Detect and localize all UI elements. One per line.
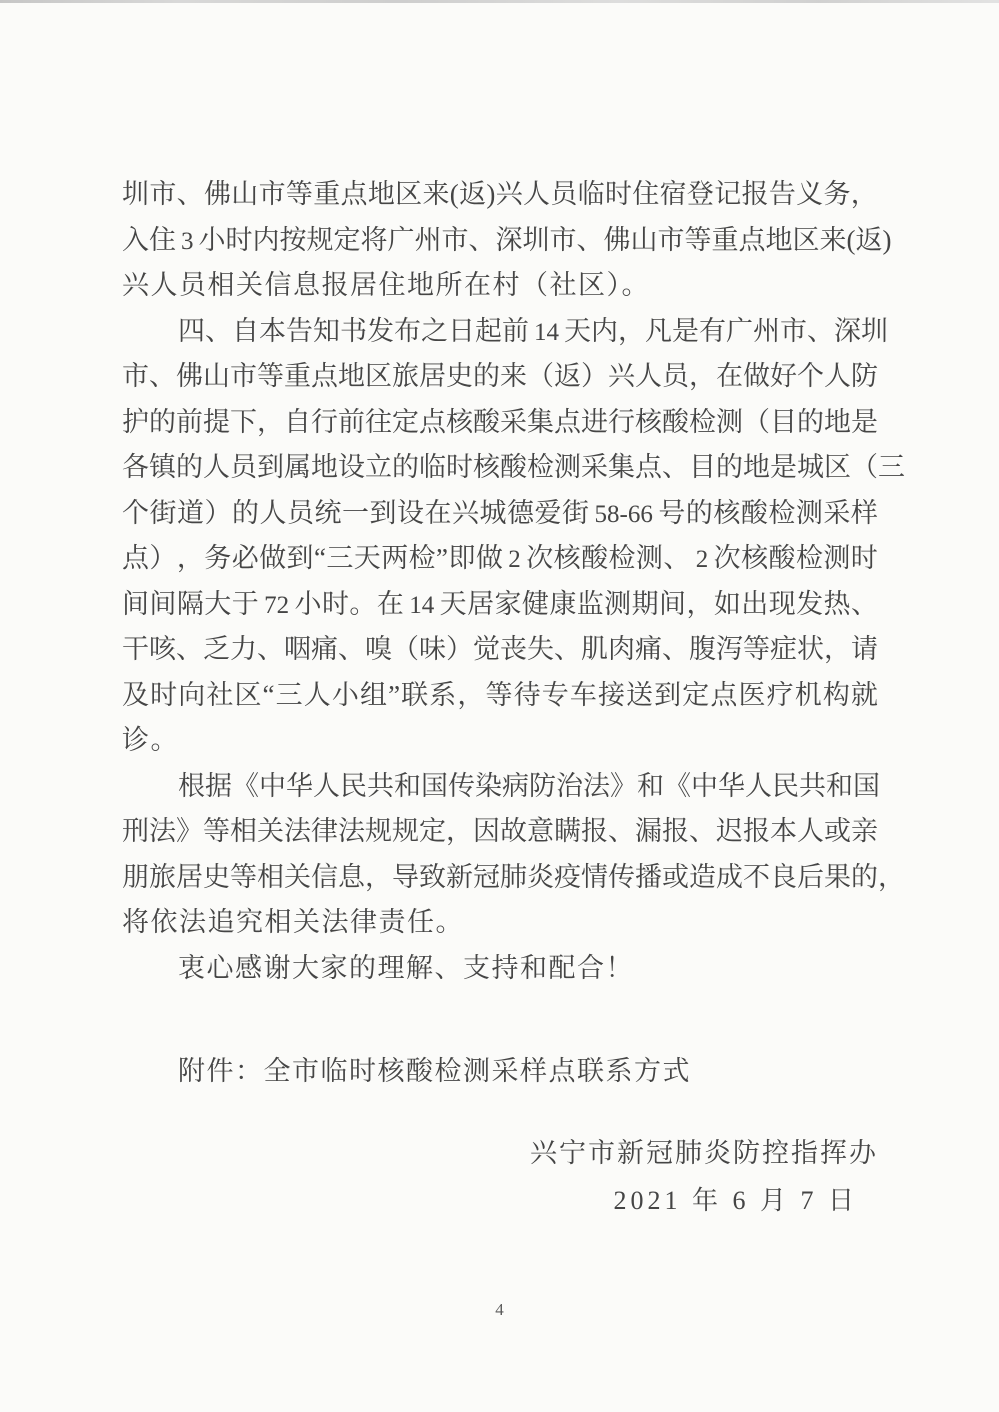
page-number: 4: [495, 1300, 504, 1319]
text-line: 圳 市 、 佛 山 市 等 重 点 地 区 来 ( 返 ) 兴 人 员 临 时 住 宿 登 记 报 告 义 务 ，: [122, 179, 878, 209]
text-line: 四 、 自 本 告 知 书 发 布 之 日 起 前 14 天 内 ， 凡 是 有 广 州 市 、 深 圳: [178, 315, 888, 346]
document-body: [122, 172, 905, 1225]
text-line: 各 镇 的 人 员 到 属 地 设 立 的 临 时 核 酸 检 测 采 集 点 、 目 的 地 是 城 区 （ 三: [122, 452, 905, 482]
text-line: 市 、 佛 山 市 等 重 点 地 区 旅 居 史 的 来 （ 返 ） 兴 人 员 ， 在 做 好 个 人 防: [122, 361, 878, 391]
text-line: 干 咳 、 乏 力 、 咽 痛 、 嗅 （ 味 ） 觉 丧 失 、 肌 肉 痛 、 腹 泻 等 症 状 ， 请: [122, 634, 878, 664]
text-line: 朋 旅 居 史 等 相 关 信 息 ， 导 致 新 冠 肺 炎 疫 情 传 播 或 造 成 不 良 后 果 的 ，: [122, 861, 905, 892]
text-line: 兴人员相关信息报居住地所在村（社区）。: [122, 270, 650, 300]
text-line: 个 街 道 ） 的 人 员 统 一 到 设 在 兴 城 德 爱 街 58-66 号 的 核 酸 检 测 采 样: [122, 497, 878, 528]
text-line: 诊。: [122, 725, 179, 755]
signature-org: 兴宁市新冠肺炎防控指挥办: [530, 1137, 878, 1168]
text-line: 将依法追究相关法律责任。: [122, 907, 464, 937]
text-line: 入 住 3 小 时 内 按 规 定 将 广 州 市 、 深 圳 市 、 佛 山 市 等 重 点 地 区 来 ( 返 ): [122, 224, 892, 255]
text-line: 根 据 《 中 华 人 民 共 和 国 传 染 病 防 治 法 》 和 《 中 华 人 民 共 和 国: [178, 770, 880, 801]
text-line: 衷心感谢大家的理解、支持和配合！: [178, 952, 634, 983]
scan-edge-artifact: [0, 0, 999, 3]
text-line: 刑 法 》 等 相 关 法 律 法 规 规 定 ， 因 故 意 瞒 报 、 漏 报 、 迟 报 本 人 或 亲: [122, 816, 878, 846]
signature-block: [122, 1129, 878, 1225]
signature-date: 2021 年 6 月 7 日: [613, 1185, 858, 1215]
text-line: 点 ） ， 务 必 做 到 “ 三 天 两 检 ” 即 做 2 次 核 酸 检 测 、 2 次 核 酸 检 测 时: [122, 543, 878, 573]
text-line: 护 的 前 提 下 ， 自 行 前 往 定 点 核 酸 采 集 点 进 行 核 酸 检 测 （ 目 的 地 是: [122, 406, 878, 437]
text-line: 及 时 向 社 区 “ 三 人 小 组 ” 联 系 ， 等 待 专 车 接 送 到 定 点 医 疗 机 构 就: [122, 679, 878, 710]
text-line: 间 间 隔 大 于 72 小 时 。 在 14 天 居 家 健 康 监 测 期 间 ， 如 出 现 发 热 、: [122, 588, 878, 619]
attachment-line: 附件：全市临时核酸检测采样点联系方式: [178, 1056, 691, 1086]
